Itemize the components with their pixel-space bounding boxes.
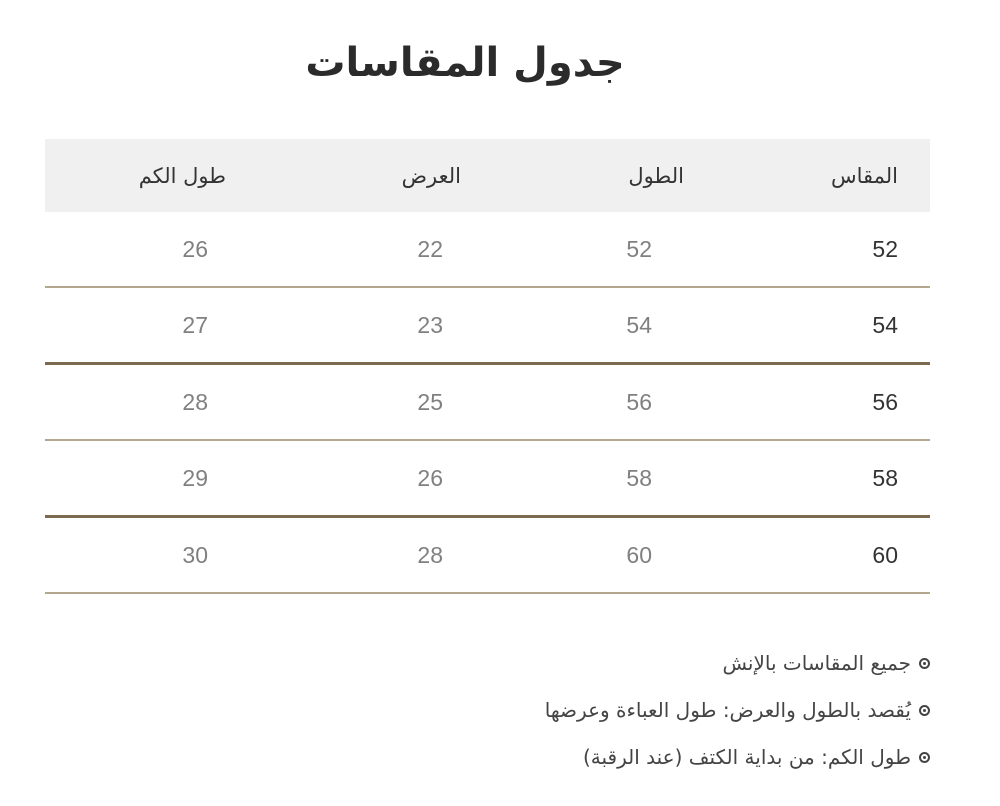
- page-title: جدول المقاسات: [305, 40, 625, 86]
- cell-length: 54: [626, 311, 652, 338]
- note-text: طول الكم: من بداية الكتف (عند الرقبة): [582, 745, 911, 769]
- cell-sleeve: 28: [182, 388, 208, 415]
- table-row: [45, 364, 930, 441]
- cell-width: 25: [417, 388, 443, 415]
- cell-sleeve: 27: [182, 311, 208, 338]
- table-row: [45, 287, 930, 364]
- list-item: [545, 687, 930, 734]
- cell-width: 28: [417, 541, 443, 568]
- header-width: العرض: [401, 163, 461, 188]
- cell-length: 56: [626, 388, 652, 415]
- list-item: [545, 640, 930, 687]
- circle-bullet-icon: [919, 658, 930, 669]
- table-header-row: [45, 139, 930, 212]
- header-size: المقاس: [830, 163, 898, 188]
- cell-width: 26: [417, 464, 443, 491]
- cell-size: 54: [872, 311, 898, 338]
- cell-size: 56: [872, 388, 898, 415]
- cell-length: 58: [626, 464, 652, 491]
- cell-length: 52: [626, 235, 652, 262]
- cell-sleeve: 26: [182, 235, 208, 262]
- table-row: [45, 440, 930, 517]
- circle-bullet-icon: [919, 705, 930, 716]
- list-item: [545, 734, 930, 781]
- cell-width: 22: [417, 235, 443, 262]
- notes-list: [545, 640, 930, 781]
- cell-size: 58: [872, 464, 898, 491]
- note-text: جميع المقاسات بالإنش: [722, 651, 911, 675]
- size-chart-table: [45, 139, 930, 594]
- note-text: يُقصد بالطول والعرض: طول العباءة وعرضها: [544, 698, 911, 722]
- cell-length: 60: [626, 541, 652, 568]
- header-sleeve: طول الكم: [138, 163, 226, 188]
- cell-width: 23: [417, 311, 443, 338]
- table-row: [45, 517, 930, 594]
- cell-sleeve: 29: [182, 464, 208, 491]
- cell-size: 52: [872, 235, 898, 262]
- circle-bullet-icon: [919, 752, 930, 763]
- header-length: الطول: [628, 163, 684, 188]
- table-row: [45, 212, 930, 287]
- cell-size: 60: [872, 541, 898, 568]
- cell-sleeve: 30: [182, 541, 208, 568]
